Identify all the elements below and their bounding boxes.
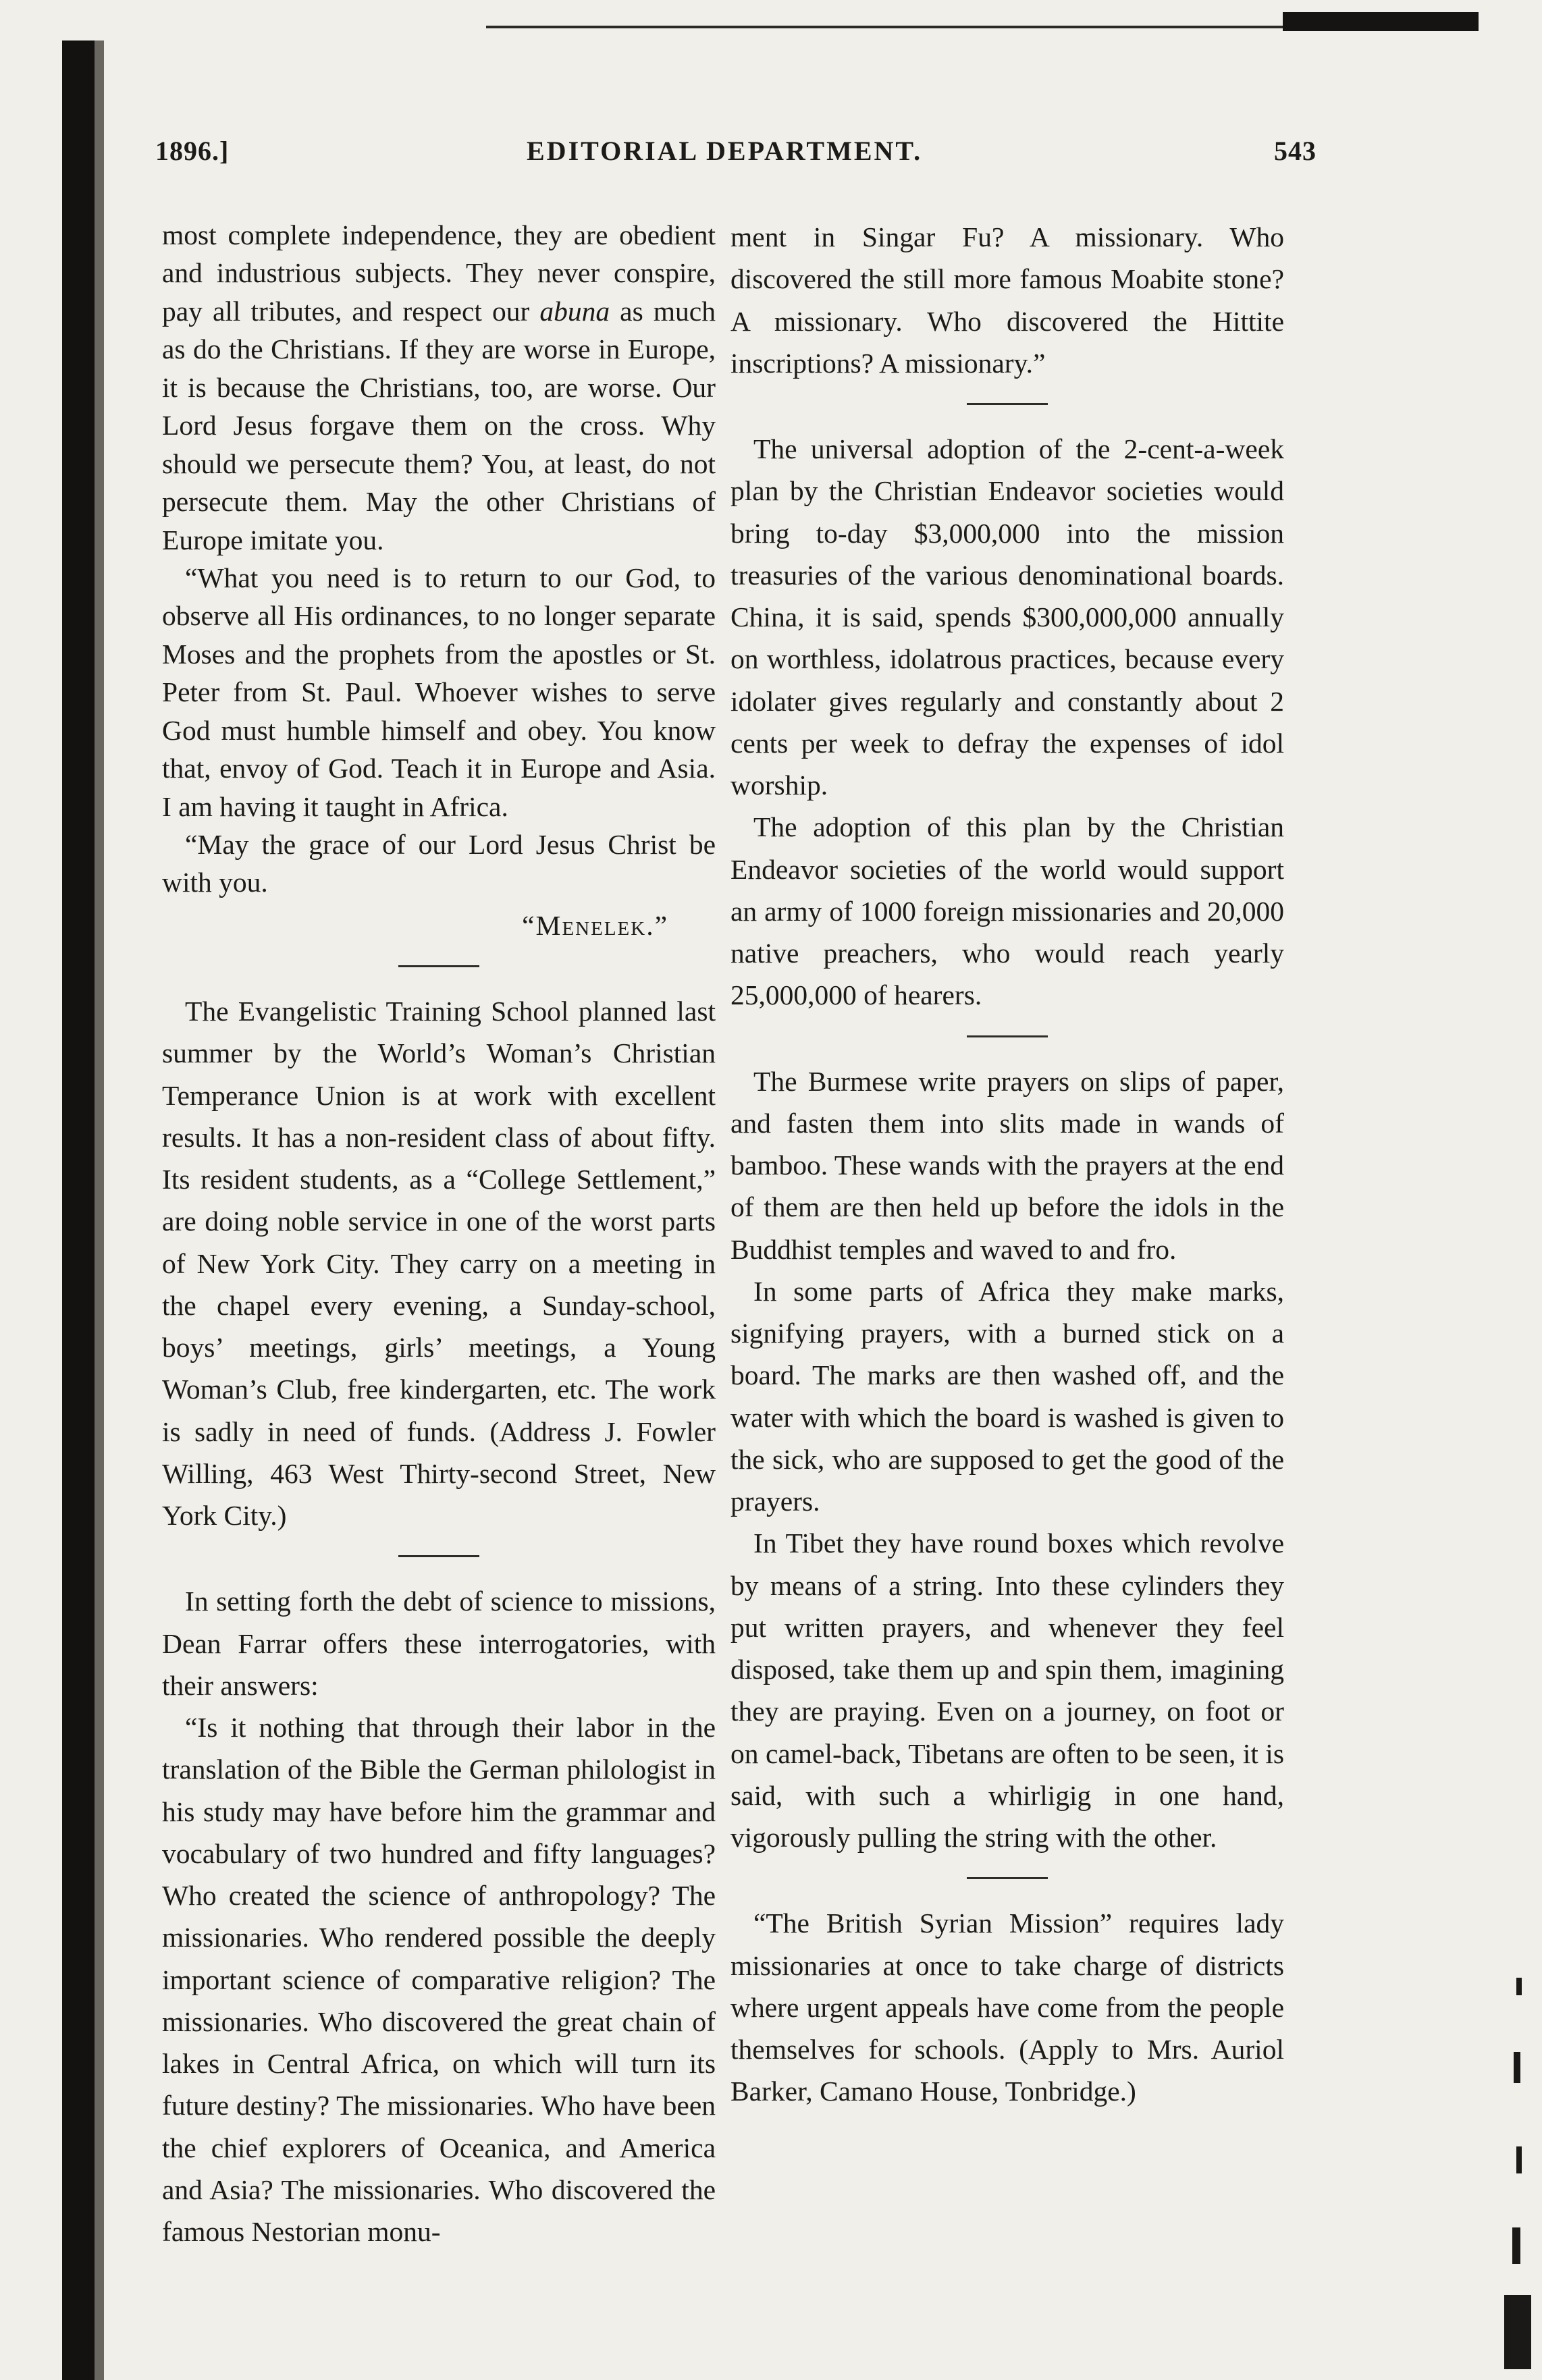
right-column	[730, 216, 1284, 2113]
binding-shadow-edge	[95, 40, 104, 2380]
article-paragraph: In Tibet they have round boxes which revolve by means of a string. Into these cylinders they put written prayers, and whenever they feel disposed, take them up and spin them, imagining they are praying. Even on a journey, on foot or on camel-back, Tibetans are often to be seen, it is said, with such a whirligig in one hand, vigorously pulling the string with the other.	[730, 1527, 1284, 1853]
running-header	[155, 135, 1317, 182]
menelek-letter-closing: “May the grace of our Lord Jesus Christ be with you.	[162, 829, 716, 898]
article-paragraph: The Burmese write prayers on slips of paper, and fasten them into slits made in wands of bamboo. These wands with the prayers at the end of them are then held up before the idols in the Buddhist temples and waved to and fro.	[730, 1065, 1284, 1265]
scan-edge-artifacts	[1489, 1849, 1537, 2380]
binding-shadow	[62, 40, 95, 2380]
section-separator	[398, 1555, 479, 1557]
article-paragraph: The Evangelistic Training School planned last summer by the World’s Woman’s Christian Temperance Union is at work with excellent results. It has a non-resident class of about fifty. Its resident students, as a “College Settlement,” are doing noble service in one of the worst parts of New York City. They carry on a meeting in the chapel every evening, a Sunday-school, boys’ meetings, girls’ meetings, a Young Woman’s Club, free kindergarten, etc. The work is sadly in need of funds. (Address J. Fowler Willing, 463 West Thirty-second Street, New York City.)	[162, 996, 716, 1532]
left-column	[162, 216, 716, 2252]
letter-signature: “Menelek.”	[522, 909, 668, 941]
section-separator	[967, 403, 1048, 405]
menelek-letter-paragraph: “What you need is to return to our God, to observe all His ordinances, to no longer separate Moses and the prophets from the apostles or St. Peter from St. Paul. Whoever wishes to serve God must humble himself and obey. You know that, envoy of God. Teach it in Europe and Asia. I am having it taught in Africa.	[162, 562, 716, 822]
page-number: 543	[1274, 136, 1317, 166]
header-title: EDITORIAL DEPARTMENT.	[527, 136, 923, 166]
section-separator	[967, 1035, 1048, 1037]
article-paragraph: “Is it nothing that through their labor in the translation of the Bible the German philologist in his study may have before him the grammar and vocabulary of two hundred and fifty languages? Who created the science of anthropology? The missionaries. Who rendered possible the deeply important science of comparative religion? The missionaries. Who discovered the great chain of lakes in Central Africa, on which will turn its future destiny? The missionaries. Who have been the chief explorers of Oceanica, and America and Asia? The missionaries. Who discovered the famous Nestorian monu-	[162, 1712, 716, 2248]
section-separator	[967, 1877, 1048, 1879]
article-paragraph: In setting forth the debt of science to missions, Dean Farrar offers these interrogatories, with their answers:	[162, 1586, 716, 1701]
article-paragraph: The adoption of this plan by the Christian Endeavor societies of the world would support an army of 1000 foreign missionaries and 20,000 native preachers, who would reach yearly 25,000,000 of hearers.	[730, 811, 1284, 1011]
article-paragraph: The universal adoption of the 2-cent-a-week plan by the Christian Endeavor societies would bring to-day $3,000,000 into the mission treasuries of the various denominational boards. China, it is said, spends $300,000,000 annually on worthless, idolatrous practices, because every idolater gives regularly and constantly about 2 cents per week to defray the expenses of idol worship.	[730, 433, 1284, 801]
italic-word: abuna	[539, 295, 610, 327]
section-separator	[398, 965, 479, 967]
article-paragraph: “The British Syrian Mission” requires lady missionaries at once to take charge of districts where urgent appeals have come from the people themselves for schools. (Apply to Mrs. Auriol Barker, Camano House, Tonbridge.)	[730, 1908, 1284, 2107]
article-paragraph: ment in Singar Fu? A missionary. Who discovered the still more famous Moabite stone? A missionary. Who discovered the Hittite inscriptions? A missionary.”	[730, 221, 1284, 379]
menelek-letter-paragraph	[162, 216, 716, 559]
text-run: as much as do the Christians. If they are worse in Europe, it is because the Christians, too, are worse. Our Lord Jesus forgave them on the cross. Why should we persecute them? You, at least, do not persecute them. May the other Christians of Europe imitate you.	[162, 295, 716, 556]
article-paragraph: In some parts of Africa they make marks, signifying prayers, with a burned stick on a board. The marks are then washed off, and the water with which the board is washed is given to the sick, who are supposed to get the good of the prayers.	[730, 1275, 1284, 1517]
text-run: most complete independence, they are obedient and industrious subjects. They never conspire, pay all tributes, and respect our	[162, 219, 716, 327]
top-scan-edge	[1283, 12, 1479, 31]
header-year: 1896.]	[155, 136, 230, 166]
